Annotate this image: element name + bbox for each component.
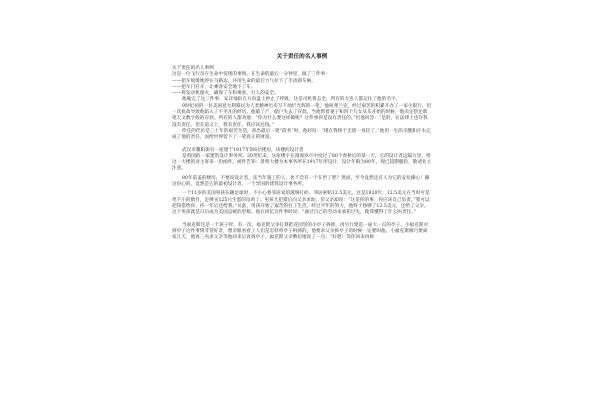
- paragraph-12: 当福克斯还是一个孩子时，有一次，福克斯父亲打算把花园里的小亭子拆掉，再另行建造一座大一点的亭子。小福克斯对拆亭子这件事情非常好奇，想亲眼看看工人们是怎样将亭子拆掉的，他要求父亲拆亭子的时候一定要叫他。小福克斯刚巧要离家几天，他再三央求父亲等他回来后再拆亭子。福克斯父亲敷衍地说了一句：“好吧！等你回来再拆: [172, 222, 429, 241]
- paragraph-3: ——把车门打开，让乘客安全地下了车。: [172, 84, 256, 90]
- paragraph-9: 是英国的一家建筑设计事务所。20世纪末，这座楼宇在漫漫岁月中度过了80个春秋后的某一天，它的设计者远隔万里，给这一大楼的业主寄来一份函件。函件告知：景明大楼为本事务所在1917年所设计，设计年限为80年，现已超期服役，敬请业主注意。: [172, 153, 432, 172]
- document-body: [172, 54, 432, 241]
- paragraph-6: 9时纪初的一位美国意大利移民为人类精神历史写下灿烂光辉的一笔，他叫弗兰克，经过艰苦的积累开办了一家小银行。但一次抢劫导致他陷入了不平凡的经历。他破了产，储户失去了存款。当他带着妻子和四个儿女从头开始的时候，他决定偿还那笔天文数字般的存款。所有的人都劝他：“你为什么要这样做呢？这件事你是没有责任的。”但他回答：“是的，在法律上也许我没有责任，但在道义上，我有责任，我应该还钱。”: [172, 103, 432, 128]
- document-title: 关于责任的名人事例: [276, 54, 328, 60]
- paragraph-10: 80年前盖的楼房，不要说设计者，连当年施工的人，也不会有一个在世了吧？然而，至今竟然还有人为它的安危操心！操这份心的，竟然是它的最初设计者，一个异国的建筑设计事务所。: [172, 175, 430, 188]
- paragraph-2: ——把车缓缓地停在马路边，并用生命的最后力气拉下了手动刹车闸。: [172, 78, 316, 84]
- subtitle-paragraph: 关于责任的名人事例: [172, 66, 214, 71]
- paragraph-1: 这是一位飞行员在生命中发现的事情。在生命的最后一分钟里，做了三件事：: [172, 72, 330, 78]
- paragraph-11: 一个11岁的美国男孩在踢足球时，不小心将邻居家的玻璃打碎，邻居索赔12.5美元。这是1920年，12.5美元在当时可是笔不小的数目，足够买125只生蛋的母鸡了。男孩儿犯错后向父亲求助，但父亲却说：“这是你的事，你应该自己负责。”我可以把钱借给你，你一年后还给我。”从此，男孩开始了艰苦的打工生活。经过半年的努力，他终于挣够了12.5美元，还给了父亲。这个男孩就是日后成为美国总统的里根。他在回忆这件事时说：“通过自己的劳动来承担过失，使我懂得了什么叫责任。”: [172, 191, 430, 216]
- paragraph-8: 武汉市鄱阳街有一座建于1917年的6层楼房，该楼的设计者: [182, 147, 304, 153]
- paragraph-7: 偿还的代价是三十年的艰苦生活，寄出最后一笔“债务”时，他轻叹：“现在我终于无债一身轻了。”他用一生的辛酸和汗水完成了他的责任，而给世界留下了一笔真正的财富。: [172, 128, 431, 141]
- paragraph-5: 他做完了这三件事，安详地趴在方向盘上停止了呼吸。这是司机黄志全，所有的大连人都记住了他的名字。: [182, 97, 401, 103]
- paragraph-4: ——将发动机熄火，确保了车和乘客、行人的安全。: [172, 91, 279, 97]
